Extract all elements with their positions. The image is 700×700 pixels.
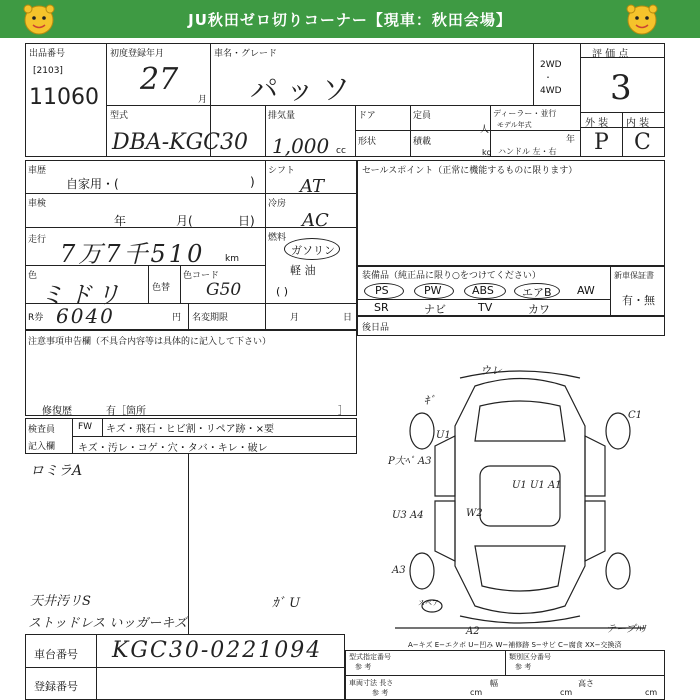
equip-ps: PS — [375, 284, 389, 297]
chassis-value: KGC30-0221094 — [112, 638, 323, 663]
inspection-label: 車検 — [28, 199, 47, 209]
equip-tv: TV — [478, 301, 493, 314]
wd2-label: 2WD — [540, 60, 562, 70]
shift-value: AT — [300, 176, 325, 197]
equip-pw: PW — [424, 284, 442, 297]
exterior-grade: P — [594, 130, 609, 155]
rear-items-label: 後日品 — [362, 323, 390, 333]
mileage-label: 走行 — [28, 235, 47, 245]
cap-label: 定員 — [413, 111, 432, 121]
plate-deadline-label: 名変期限 — [192, 313, 229, 323]
car-damage-diagram — [380, 366, 660, 636]
equip-leather: カワ — [528, 303, 550, 316]
handle-label: ハンドル 左・右 — [498, 147, 557, 156]
diagram-note-11: C1 — [628, 410, 643, 421]
mileage-unit: km — [225, 254, 239, 264]
year-unit: 年 — [566, 135, 576, 145]
reg-unit: 月 — [198, 95, 208, 105]
diagram-note-7: テープﾊﾘ — [606, 624, 646, 635]
diagram-note-9: W2 — [466, 508, 483, 519]
score-value: 3 — [610, 68, 632, 108]
equip-sr: SR — [374, 301, 389, 314]
color-label: 色 — [28, 271, 38, 281]
mascot-icon — [625, 2, 659, 36]
spare-label: スペア — [418, 599, 439, 607]
warranty-label: 新車保証書 — [614, 271, 654, 280]
diagram-note-4: U3 A4 — [392, 510, 424, 521]
inspector-label-2: 記入欄 — [28, 442, 56, 452]
car-label: 車名・グレード — [214, 49, 278, 59]
interior-label: 内 装 — [626, 118, 650, 129]
chassis-label: 車台番号 — [34, 648, 78, 661]
inspector-text-2: キズ・汚レ・コゲ・穴・タバ・キレ・破レ — [78, 443, 268, 454]
sales-point-label: セールスポイント（正常に機能するものに限ります） — [362, 166, 578, 176]
recycle-label: R券 — [28, 313, 44, 323]
equip-abs: ABS — [472, 284, 494, 297]
history-value: 自家用・( — [66, 177, 119, 191]
recycle-unit: 円 — [172, 313, 182, 323]
color-code-label: 色コード — [183, 271, 220, 281]
diagram-note-6: A2 — [466, 626, 480, 637]
rear-items-frame — [357, 316, 665, 336]
fuel-gasoline: ガソリン — [291, 244, 335, 257]
registration-label: 登録番号 — [34, 680, 78, 693]
reg-year: 27 — [140, 62, 179, 97]
fw-label: FW — [78, 422, 93, 432]
recycle-value: 6040 — [56, 304, 115, 328]
page-title: JU秋田ゼロ切りコーナー【現車：秋田会場】 — [188, 11, 512, 29]
fuel-label: 燃料 — [268, 233, 287, 243]
diagram-note-10: U1 — [436, 430, 451, 441]
color-change-label: 色替 — [152, 283, 171, 293]
interior-grade: C — [634, 130, 651, 155]
inspector-text-1: キズ・飛石・ヒビ割・リペア跡・×要 — [106, 424, 274, 435]
aircon-value: AC — [302, 210, 329, 231]
repair-value: 有［箇所 — [106, 406, 146, 417]
diagram-note-2: ｷﾞ — [424, 394, 435, 407]
reg-label: 初度登録年月 — [110, 49, 165, 59]
color-value: ミドリ — [40, 281, 124, 309]
diagram-note-1: ウレ — [480, 364, 502, 377]
equip-aw: AW — [577, 284, 595, 297]
mileage-value: 7万7千510 — [60, 240, 206, 268]
diagram-note-3: P大ﾍﾟ A3 — [388, 456, 432, 467]
model-value: DBA-KGC30 — [112, 130, 248, 155]
wd4-label: 4WD — [540, 86, 562, 96]
dealer-label: ディーラー・並行 — [493, 109, 557, 118]
handwritten-note-2: 天井汚リS — [30, 594, 91, 609]
handwritten-note-1: ロミラA — [30, 463, 83, 479]
disp-unit: cc — [336, 146, 346, 156]
model-label: 型式 — [110, 111, 129, 121]
equipment-label: 装備品（純正品に限り○をつけてください） — [362, 271, 541, 281]
equip-navi: ナビ — [424, 303, 446, 316]
fuel-diesel: 軽 油 — [290, 264, 316, 277]
shape-label: 形状 — [358, 137, 377, 147]
header-banner — [0, 0, 700, 38]
shift-label: シフト — [268, 166, 296, 176]
warranty-value: 有・無 — [622, 294, 655, 307]
kg-label: kg — [482, 148, 492, 157]
handwritten-note-4: ｶﾞ U — [272, 596, 301, 611]
equip-airbag: エアB — [522, 286, 552, 299]
score-label: 評 価 点 — [592, 49, 629, 60]
exterior-label: 外 装 — [585, 118, 609, 129]
person-label: 人 — [480, 125, 490, 135]
disp-label: 排気量 — [268, 111, 296, 121]
handwritten-note-3: ストッドレス いッガーキズ — [28, 616, 188, 631]
lot-sub: [2103] — [33, 66, 63, 76]
lot-number: 11060 — [29, 85, 99, 110]
diagram-note-8: U1 U1 A1 — [512, 480, 562, 491]
model-year-label: モデル年式 — [497, 121, 532, 129]
lot-label: 出品番号 — [29, 49, 66, 59]
door-label: ドア — [358, 111, 376, 121]
inspector-label-1: 検査員 — [28, 425, 56, 435]
load-label: 積載 — [413, 137, 432, 147]
color-code-value: G50 — [206, 280, 242, 300]
repair-label: 修復歴 — [42, 406, 72, 417]
damage-legend: A−キズ E−エクボ U−凹み W−補修跡 S−サビ C−腐食 XX−交換済 — [408, 641, 622, 649]
notes-label: 注意事項申告欄（不具合内容等は具体的に記入して下さい） — [28, 337, 272, 347]
disp-value: 1,000 — [272, 134, 330, 158]
diagram-note-5: A3 — [392, 565, 406, 576]
aircon-label: 冷房 — [268, 199, 287, 209]
history-label: 車歴 — [28, 166, 47, 176]
car-name: パッソ — [250, 73, 359, 106]
